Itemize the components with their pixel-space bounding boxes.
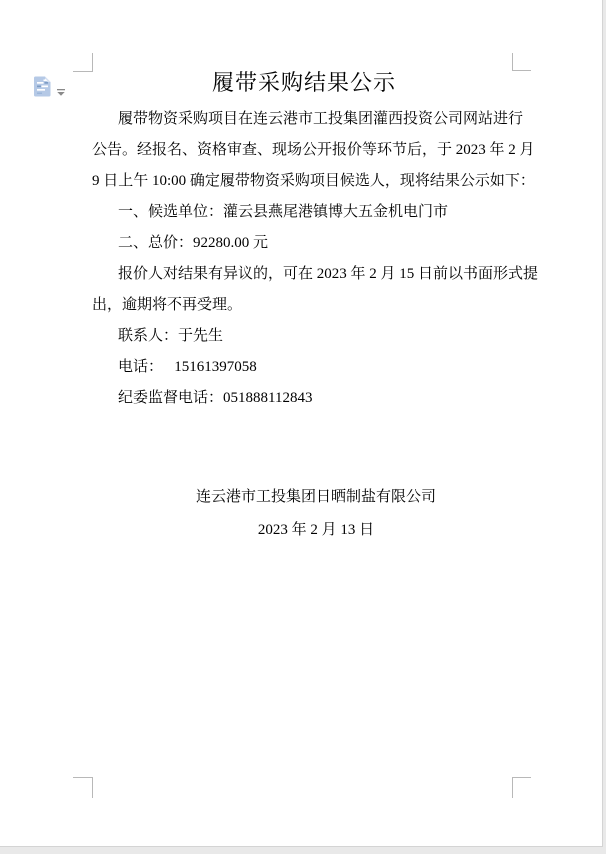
document-title: 履带采购结果公示 xyxy=(211,70,396,95)
text-line: 一、候选单位：灌云县燕尾港镇博大五金机电门市 xyxy=(118,204,449,220)
text-line: 履带物资采购项目在连云港市工投集团灌西投资公司网站进行 xyxy=(118,111,524,127)
paste-options-icon xyxy=(34,76,51,102)
text-line: 联系人：于先生 xyxy=(118,328,224,344)
paragraph-total-price xyxy=(92,228,516,259)
text-line: 9 日上午 10:00 确定履带物资采购项目候选人，现将结果公示如下： xyxy=(92,173,535,189)
text-line: 公告。经报名、资格审查、现场公开报价等环节后，于 2023 年 2 月 xyxy=(92,142,535,158)
crop-mark-bottom-left xyxy=(73,777,93,798)
crop-mark-top-left xyxy=(73,53,93,72)
text-line: 二、总价：92280.00 元 xyxy=(118,235,269,251)
signature-date: 2023 年 2 月 13 日 xyxy=(257,522,375,538)
paragraph-contact xyxy=(92,321,516,352)
paragraph-candidate-unit xyxy=(92,197,516,228)
text-line: 出，逾期将不再受理。 xyxy=(92,297,243,313)
signature-block xyxy=(92,482,516,545)
blank-space xyxy=(92,414,516,482)
paragraph-announcement xyxy=(92,104,535,197)
text-line: 纪委监督电话：051888112843 xyxy=(118,390,313,406)
signature-company: 连云港市工投集团日晒制盐有限公司 xyxy=(195,489,436,505)
text-line: 报价人对结果有异议的，可在 2023 年 2 月 15 日前以书面形式提 xyxy=(118,266,539,282)
crop-mark-bottom-right xyxy=(512,777,531,798)
paragraph-phone xyxy=(92,352,516,383)
document-content xyxy=(92,68,539,545)
paragraph-objection xyxy=(92,259,539,321)
text-line: 电话： 15161397058 xyxy=(118,359,257,375)
paste-options-button[interactable] xyxy=(34,76,66,102)
paragraph-supervision-phone xyxy=(92,383,516,414)
chevron-down-icon xyxy=(56,83,66,101)
